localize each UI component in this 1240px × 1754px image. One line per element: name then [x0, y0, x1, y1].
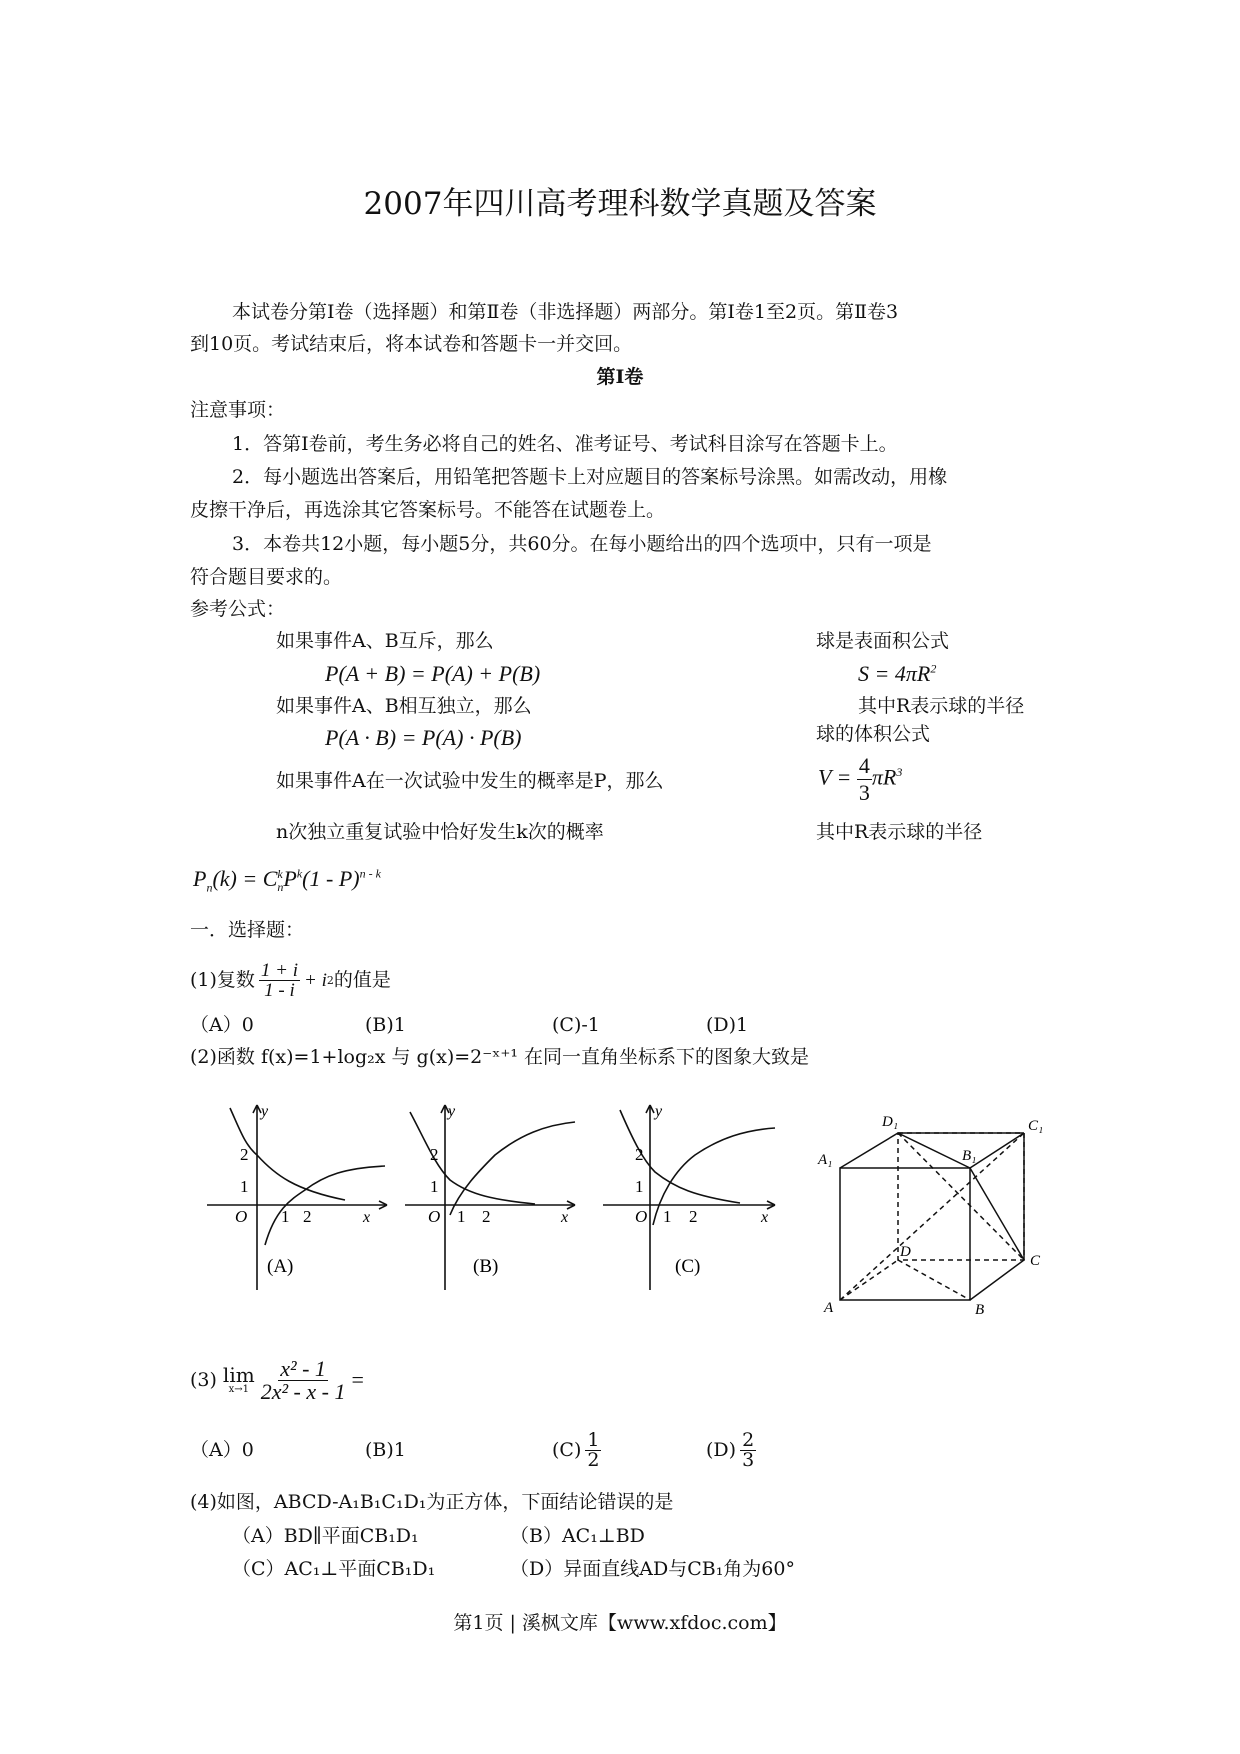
svg-text:1: 1: [281, 1207, 290, 1226]
part1-heading: 一．选择题：: [190, 919, 305, 941]
formula-1-text: 如果事件A、B互斥，那么: [276, 630, 494, 652]
svg-text:2: 2: [689, 1207, 698, 1226]
q1-option-a: （A）0: [190, 1014, 254, 1036]
svg-text:O: O: [428, 1207, 441, 1226]
svg-text:2: 2: [303, 1207, 312, 1226]
graph-a-label: (A): [267, 1256, 294, 1277]
note-1: 1．答第Ⅰ卷前，考生务必将自己的姓名、准考证号、考试科目涂写在答题卡上。: [232, 433, 898, 455]
svg-text:y: y: [261, 1103, 269, 1120]
svg-text:y: y: [655, 1103, 663, 1120]
cube-figure: [810, 1100, 1060, 1330]
vertex-b1: B₁: [962, 1148, 977, 1164]
sphere-area-note: 其中R表示球的半径: [858, 695, 1025, 717]
vertex-b: B: [975, 1302, 985, 1318]
question-3: (3) lim x→1 $\frac{\text{x² - 1}}{\text{2x² - x - 1}}$ =: [190, 1355, 364, 1404]
page-title: 2007年四川高考理科数学真题及答案: [363, 186, 877, 222]
q3-option-b: (B)1: [365, 1439, 406, 1461]
intro-line-2: 到10页。考试结束后，将本试卷和答题卡一并交回。: [190, 333, 633, 355]
svg-text:x: x: [561, 1209, 569, 1226]
binomial-formula: $P_n(k) = C$ k n $P^k(1 - P)^{n - k}$: [193, 866, 381, 895]
formula-2-text: 如果事件A、B相互独立，那么: [276, 695, 532, 717]
question-2: (2)函数 f(x)=1+log₂x 与 g(x)=2⁻ˣ⁺¹ 在同一直角坐标系下的图象大致是: [190, 1046, 810, 1068]
vertex-c1: C₁: [1028, 1118, 1044, 1134]
svg-text:2: 2: [430, 1145, 439, 1164]
formulas-heading: 参考公式：: [190, 598, 286, 620]
vertex-d: D: [900, 1244, 911, 1260]
sphere-area-formula: $S = 4\pi R^2$: [858, 661, 937, 686]
vertex-d1: D₁: [882, 1114, 899, 1130]
note-3b: 符合题目要求的。: [190, 566, 343, 588]
formula-2-math: P(A · B) = P(A) · P(B): [325, 725, 522, 750]
svg-text:1: 1: [457, 1207, 466, 1226]
svg-text:x: x: [363, 1209, 371, 1226]
note-2b: 皮擦干净后，再选涂其它答案标号。不能答在试题卷上。: [190, 499, 666, 521]
vertex-a1: A₁: [818, 1152, 833, 1168]
sphere-volume-note: 其中R表示球的半径: [816, 821, 983, 843]
section-title: 第Ⅰ卷: [596, 366, 644, 388]
sphere-volume-heading: 球的体积公式: [816, 723, 931, 745]
note-2a: 2．每小题选出答案后，用铅笔把答题卡上对应题目的答案标号涂黑。如需改动，用橡: [232, 466, 948, 488]
q1-option-c: (C)-1: [552, 1014, 600, 1036]
graph-c-label: (C): [675, 1256, 701, 1277]
page-footer: 第1页 | 溪枫文库【www.xfdoc.com】: [453, 1612, 787, 1634]
q4-option-d: （D）异面直线AD与CB₁角为60°: [510, 1558, 795, 1580]
q2-graphs: [195, 1100, 825, 1290]
svg-text:y: y: [448, 1103, 456, 1120]
formula-1-math: P(A + B) = P(A) + P(B): [325, 661, 541, 686]
note-3a: 3．本卷共12小题，每小题5分，共60分。在每小题给出的四个选项中，只有一项是: [232, 533, 932, 555]
svg-text:1: 1: [635, 1177, 644, 1196]
notes-heading: 注意事项：: [190, 399, 286, 421]
q4-option-b: （B）AC₁⊥BD: [510, 1525, 645, 1547]
q3-option-d: (D) $\frac{2}{3}$: [706, 1428, 755, 1471]
vertex-a: A: [824, 1300, 834, 1316]
svg-text:1: 1: [430, 1177, 439, 1196]
formula-3-text: 如果事件A在一次试验中发生的概率是P，那么: [276, 770, 664, 792]
q4-option-a: （A）BD∥平面CB₁D₁: [232, 1525, 419, 1547]
question-4: (4)如图，ABCD-A₁B₁C₁D₁为正方体，下面结论错误的是: [190, 1491, 674, 1513]
graph-b-label: (B): [473, 1256, 499, 1277]
q3-option-a: （A）0: [190, 1439, 254, 1461]
formula-4-text: n次独立重复试验中恰好发生k次的概率: [276, 821, 604, 843]
svg-text:2: 2: [635, 1145, 644, 1164]
svg-text:1: 1: [240, 1177, 249, 1196]
vertex-c: C: [1030, 1253, 1041, 1269]
q3-option-c: (C) $\frac{1}{2}$: [552, 1428, 600, 1471]
svg-text:2: 2: [240, 1145, 249, 1164]
svg-text:2: 2: [482, 1207, 491, 1226]
question-1: (1)复数 $\frac{1 + i}{1 - i}$ + i 2 的值是: [190, 959, 391, 1001]
graph-a: [207, 1105, 387, 1290]
svg-text:1: 1: [663, 1207, 672, 1226]
svg-text:O: O: [635, 1207, 648, 1226]
intro-line-1: 本试卷分第Ⅰ卷（选择题）和第Ⅱ卷（非选择题）两部分。第Ⅰ卷1至2页。第Ⅱ卷3: [232, 301, 899, 323]
q1-option-b: (B)1: [365, 1014, 406, 1036]
sphere-area-heading: 球是表面积公式: [816, 630, 950, 652]
q1-option-d: (D)1: [706, 1014, 749, 1036]
svg-text:O: O: [235, 1207, 248, 1226]
svg-text:x: x: [761, 1209, 769, 1226]
sphere-volume-formula: V = $\frac{4}{3}$ $\pi R^3$: [818, 753, 903, 805]
q4-option-c: （C）AC₁⊥平面CB₁D₁: [232, 1558, 436, 1580]
